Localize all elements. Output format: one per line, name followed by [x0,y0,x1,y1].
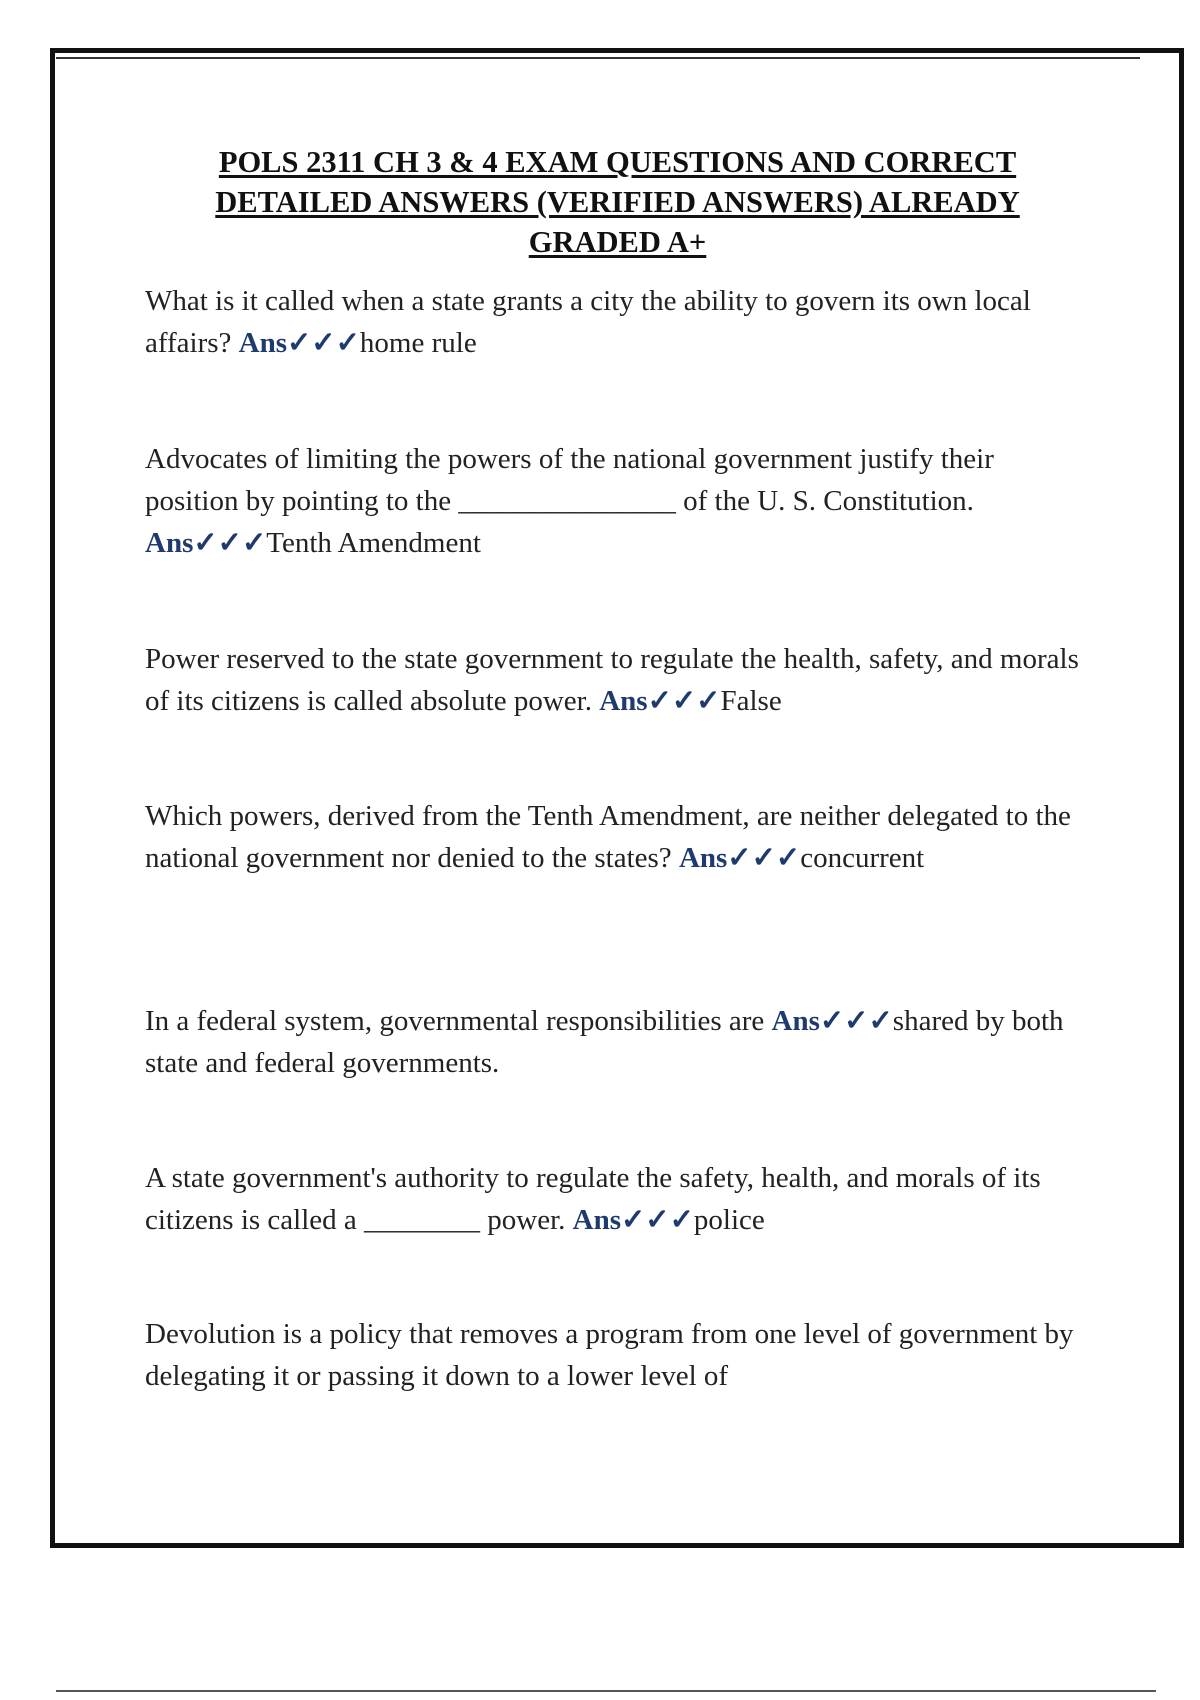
qa-item-5 [145,1000,1090,1084]
bottom-rule [56,1690,1156,1692]
question-text: What is it called when a state grants a city the ability to govern its own local affairs? [145,285,1031,359]
answer-marker: Ans✓✓✓ [145,527,267,559]
qa-item-4 [145,795,1090,879]
qa-item-6 [145,1157,1090,1241]
answer-marker: Ans✓✓✓ [771,1005,893,1037]
document-title: POLS 2311 CH 3 & 4 EXAM QUESTIONS AND CORRECT DETAILED ANSWERS (VERIFIED ANSWERS) ALREADY GRADED A+ [215,145,1020,259]
answer-text: Tenth Amendment [266,527,481,559]
question-text: In a federal system, governmental responsibilities are [145,1005,772,1037]
answer-text: police [693,1204,765,1236]
answer-text: False [720,685,782,717]
answer-marker: Ans✓✓✓ [572,1204,694,1236]
top-rule [56,57,1140,59]
qa-item-3 [145,638,1090,722]
answer-marker: Ans✓✓✓ [678,842,801,874]
question-text: Power reserved to the state government to regulate the health, safety, and morals of its citizens is called absolute power. [145,643,1079,717]
qa-item-2 [145,438,1090,564]
question-text: Devolution is a policy that removes a program from one level of government by delegating it or passing it down to a lower level of [145,1318,1074,1392]
question-text: Which powers, derived from the Tenth Amendment, are neither delegated to the national government nor denied to the states? [145,800,1071,874]
qa-item-7 [145,1313,1090,1397]
question-text: Advocates of limiting the powers of the national government justify their position by pointing to the _______________ of the U. S. Constitution. [145,443,994,517]
answer-marker: Ans✓✓✓ [599,685,721,717]
question-text: A state government's authority to regulate the safety, health, and morals of its citizens is called a ________ power. [145,1162,1041,1236]
answer-marker: Ans✓✓✓ [238,327,360,359]
answer-text: concurrent [800,842,925,874]
answer-text: home rule [359,327,477,359]
answer-text: shared by both state and federal governments. [145,1005,1064,1079]
qa-item-1 [145,280,1090,364]
